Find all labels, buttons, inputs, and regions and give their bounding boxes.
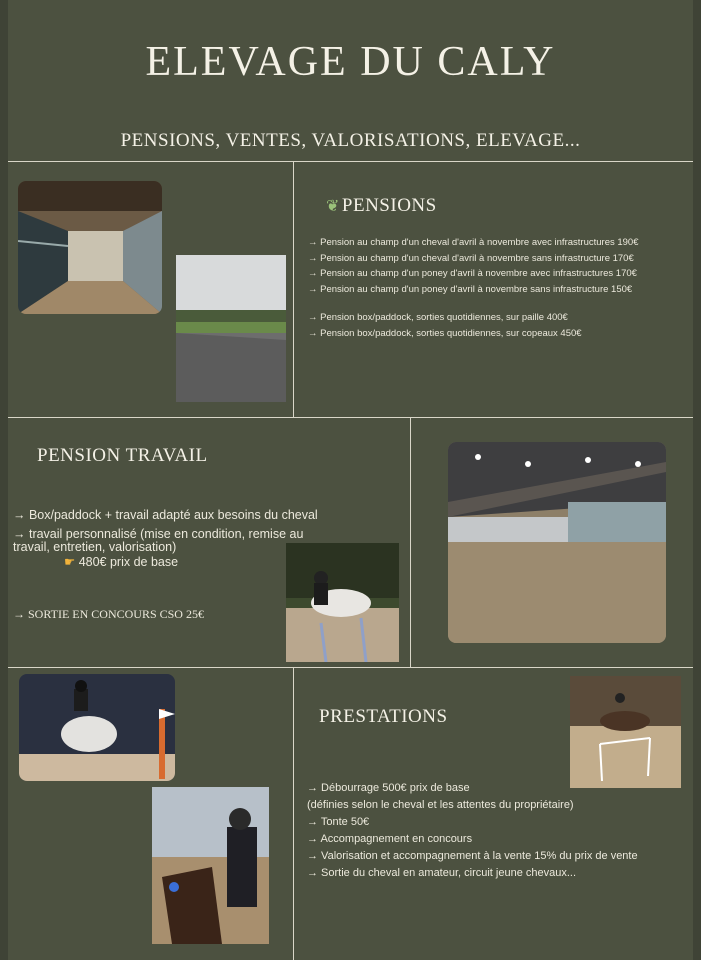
paddock-photo bbox=[176, 255, 286, 402]
rider-horse-photo bbox=[152, 787, 269, 944]
show-jumping-photo bbox=[19, 674, 175, 781]
divider-vertical-2 bbox=[410, 417, 411, 667]
concours-line: → SORTIE EN CONCOURS CSO 25€ bbox=[13, 607, 204, 621]
list-item: → Pension au champ d'un poney d'avril à novembre avec infrastructures 170€ bbox=[308, 268, 637, 279]
list-item: → Pension au champ d'un poney d'avril à novembre sans infrastructure 150€ bbox=[308, 283, 633, 295]
divider-bottom bbox=[8, 667, 693, 668]
pensions-title: ❦ PENSIONS bbox=[326, 195, 437, 216]
list-item: → Pension box/paddock, sorties quotidiennes, sur paille 400€ bbox=[308, 312, 568, 323]
page-title: ELEVAGE DU CALY bbox=[145, 39, 556, 85]
list-item: → Pension au champ d'un cheval d'avril à novembre sans infrastructure 170€ bbox=[308, 252, 634, 264]
jumping-photo-1 bbox=[286, 543, 399, 662]
list-item: → Pension box/paddock, sorties quotidiennes, sur copeaux 450€ bbox=[308, 327, 582, 339]
divider-top bbox=[8, 161, 693, 162]
list-item: → Valorisation et accompagnement à la vente 15% du prix de vente bbox=[307, 850, 638, 862]
list-item: → Accompagnement en concours bbox=[307, 833, 473, 845]
stable-corridor-photo bbox=[18, 181, 162, 314]
indoor-arena-photo bbox=[448, 442, 666, 643]
pensions-list bbox=[308, 235, 639, 341]
travail-line-2: → travail personnalisé (mise en condition, remise au bbox=[13, 527, 304, 541]
travail-line-1: → Box/paddock + travail adapté aux besoins du cheval bbox=[13, 508, 318, 522]
divider-vertical-1 bbox=[293, 161, 294, 417]
prestations-list bbox=[307, 780, 638, 882]
divider-middle bbox=[8, 417, 693, 418]
list-item: → Tonte 50€ bbox=[307, 816, 370, 828]
jumping-photo-2 bbox=[570, 676, 681, 788]
page-subtitle: PENSIONS, VENTES, VALORISATIONS, ELEVAGE... bbox=[120, 130, 581, 151]
travail-text bbox=[13, 509, 318, 554]
travail-price: ☛ 480€ prix de base bbox=[64, 555, 179, 569]
travail-title: PENSION TRAVAIL bbox=[37, 445, 208, 466]
list-item: (définies selon le cheval et les attentes du propriétaire) bbox=[307, 799, 574, 811]
prestations-title: PRESTATIONS bbox=[319, 706, 448, 727]
list-item: → Sortie du cheval en amateur, circuit jeune chevaux... bbox=[307, 867, 577, 879]
leaf-icon: ❦ bbox=[326, 198, 340, 215]
travail-line-3: travail, entretien, valorisation) bbox=[13, 540, 177, 554]
list-item: → Débourrage 500€ prix de base bbox=[307, 782, 470, 794]
pointing-hand-icon: ☛ bbox=[64, 555, 76, 569]
divider-vertical-3 bbox=[293, 667, 294, 960]
list-item: → Pension au champ d'un cheval d'avril à novembre avec infrastructures 190€ bbox=[308, 237, 639, 248]
